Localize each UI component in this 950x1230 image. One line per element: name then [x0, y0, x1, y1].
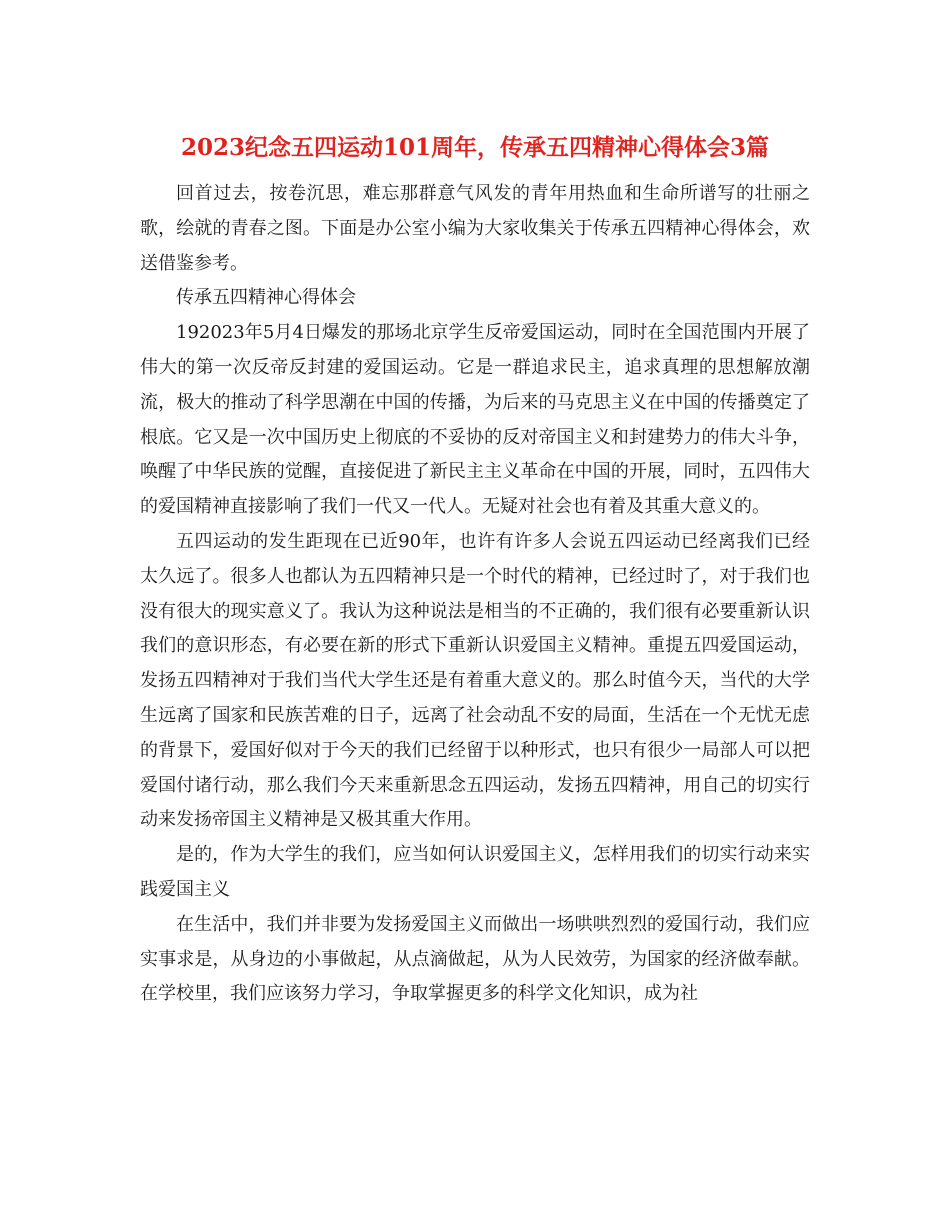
document-title: 2023纪念五四运动101周年，传承五四精神心得体会3篇: [180, 134, 770, 161]
paragraph-intro: 回首过去，按卷沉思，难忘那群意气风发的青年用热血和生命所谱写的壮丽之歌，绘就的青春之图。下面是办公室小编为大家收集关于传承五四精神心得体会，欢送借鉴参考。: [140, 183, 810, 274]
paragraph-question: 是的，作为大学生的我们，应当如何认识爱国主义，怎样用我们的切实行动来实践爱国主义: [140, 844, 810, 900]
paragraph-subheading: 传承五四精神心得体会: [176, 287, 356, 309]
document-body: [140, 177, 810, 1012]
paragraph-history: 192023年5月4日爆发的那场北京学生反帝爱国运动，同时在全国范围内开展了伟大的第一次反帝反封建的爱国运动。它是一群追求民主，追求真理的思想解放潮流，极大的推动了科学思潮在中国的传播，为后来的马克思主义在中国的传播奠定了根底。它又是一次中国历史上彻底的不妥协的反对帝国主义和封建势力的伟大斗争，唤醒了中华民族的觉醒，直接促进了新民主主义革命在中国的开展，同时，五四伟大的爱国精神直接影响了我们一代又一代人。无疑对社会也有着及其重大意义的。: [140, 322, 810, 518]
paragraph-action: 在生活中，我们并非要为发扬爱国主义而做出一场哄哄烈烈的爱国行动，我们应实事求是，从身边的小事做起，从点滴做起，从为人民效劳，为国家的经济做奉献。在学校里，我们应该努力学习，争取掌握更多的科学文化知识，成为社: [140, 913, 810, 1005]
paragraph-significance: 五四运动的发生距现在已近90年，也许有许多人会说五四运动已经离我们已经太久远了。很多人也都认为五四精神只是一个时代的精神，已经过时了，对于我们也没有很大的现实意义了。我认为这种说法是相当的不正确的，我们很有必要重新认识我们的意识形态，有必要在新的形式下重新认识爱国主义精神。重提五四爱国运动，发扬五四精神对于我们当代大学生还是有着重大意义的。那么时值今天，当代的大学生远离了国家和民族苦难的日子，远离了社会动乱不安的局面，生活在一个无忧无虑的背景下，爱国好似对于今天的我们已经留于以种形式，也只有很少一局部人可以把爱国付诸行动，那么我们今天来重新思念五四运动，发扬五四精神，用自己的切实行动来发扬帝国主义精神是又极其重大作用。: [140, 530, 810, 831]
